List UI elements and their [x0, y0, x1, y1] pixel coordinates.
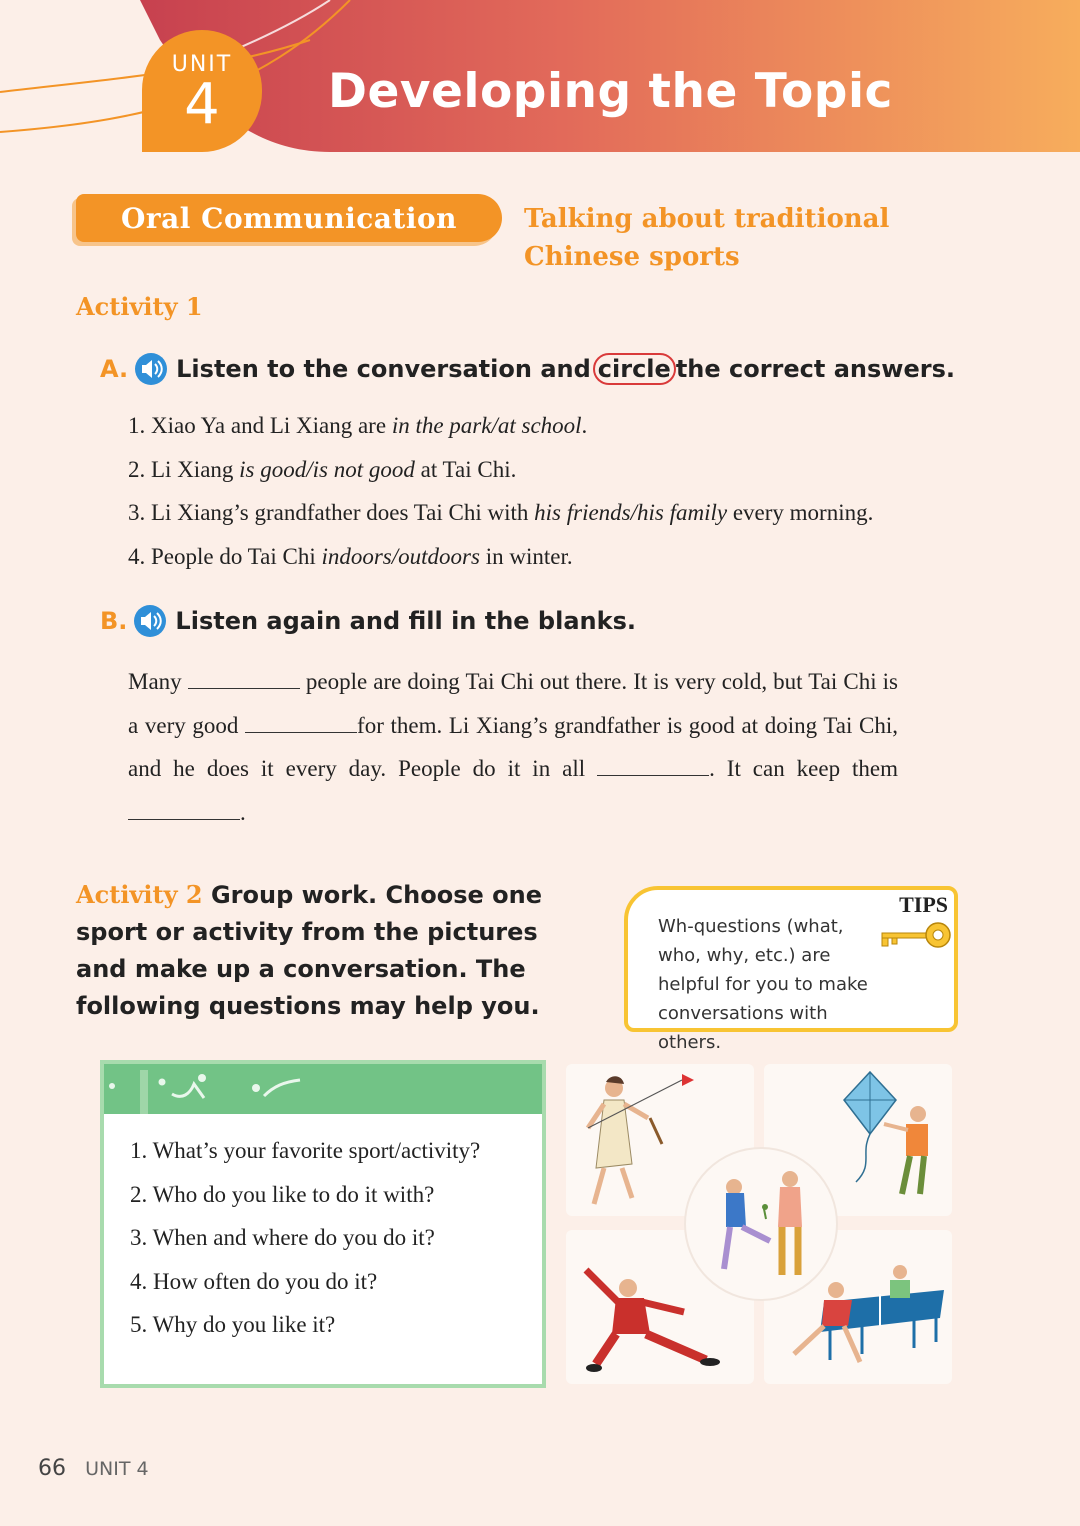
picture-shuttlecock[interactable] [684, 1147, 838, 1301]
fill-in-paragraph [128, 660, 898, 834]
section-subtitle: Talking about traditional Chinese sports [524, 204, 890, 272]
footer-unit-label: UNIT 4 [85, 1458, 149, 1480]
page-title: Developing the Topic [328, 64, 893, 119]
paragraph-text: for them. Li Xiang’s grandfather is good at doing Tai Chi, and he does it every day. People do it in all [128, 712, 898, 781]
part-letter-b: B. [100, 607, 128, 635]
key-icon [876, 918, 956, 954]
instruction-b-text: Listen again and fill in the blanks. [175, 607, 636, 635]
item-text-end: . [581, 413, 588, 438]
item-text: Xiao Ya and Li Xiang are [151, 413, 387, 438]
answer-options[interactable]: is good/is not good [239, 456, 415, 482]
instruction-a-text-2: the correct answers. [675, 355, 955, 383]
tips-label: TIPS [899, 892, 948, 917]
item-number: 4. [128, 543, 146, 569]
list-item: 2. Who do you like to do it with? [130, 1181, 435, 1207]
answer-options[interactable]: in the park/at school [391, 413, 582, 438]
activity-2-label: Activity 2 [76, 880, 203, 909]
list-item: 1. What’s your favorite sport/activity? [130, 1138, 481, 1163]
blank-2[interactable] [245, 714, 357, 733]
list-item: 4. How often do you do it? [130, 1268, 378, 1294]
activity-2-block [76, 876, 596, 1025]
section-label-oral-communication: Oral Communication [76, 194, 502, 242]
list-item: 3. When and where do you do it? [130, 1225, 435, 1250]
unit-badge [142, 30, 262, 152]
item-text: Li Xiang’s grandfather does Tai Chi with [151, 500, 529, 525]
tips-text: Wh-questions (what, who, why, etc.) are helpful for you to make conversations with others. [658, 916, 868, 1053]
unit-word: UNIT [171, 52, 233, 77]
list-item: 5. Why do you like it? [130, 1312, 336, 1337]
sports-figures-banner [104, 1064, 542, 1114]
activity-2-instruction: Group work. Choose one sport or activity from the pictures and make up a conversation. The following questions may help you. [76, 881, 542, 1020]
item-text: Li Xiang [151, 456, 234, 482]
answer-options[interactable]: indoors/outdoors [321, 543, 480, 569]
blank-1[interactable] [188, 670, 300, 689]
item-number: 2. [128, 456, 146, 482]
discussion-questions [130, 1136, 480, 1354]
instruction-a-circled-word: circle [593, 353, 676, 385]
instruction-a [100, 352, 955, 386]
instruction-a-text-1: Listen to the conversation and [176, 355, 591, 383]
list-item [128, 541, 873, 585]
item-number: 1. [128, 413, 146, 438]
list-item [128, 497, 873, 541]
shuttlecock-illustration [686, 1149, 836, 1299]
paragraph-text: people are doing Tai Chi out there. It is very cold, but Tai Chi is a very good [128, 669, 899, 738]
page-number: 66 [38, 1456, 66, 1481]
list-item [128, 410, 873, 454]
audio-speaker-icon[interactable] [133, 604, 167, 638]
activity-1-label: Activity 1 [76, 292, 203, 321]
audio-speaker-icon[interactable] [134, 352, 168, 386]
blank-4[interactable] [128, 801, 240, 820]
part-letter-a: A. [100, 355, 129, 383]
tips-box [624, 886, 958, 1053]
blank-3[interactable] [597, 757, 709, 776]
item-number: 3. [128, 500, 146, 525]
instruction-b [100, 604, 636, 638]
item-text-end: every morning. [732, 500, 874, 525]
paragraph-text: . It can keep them [709, 756, 899, 781]
unit-number: 4 [184, 72, 220, 137]
page-footer [38, 1456, 149, 1481]
questions-card [100, 1060, 546, 1388]
part-a-question-list [128, 410, 873, 584]
paragraph-text: Many [128, 669, 182, 694]
list-item [128, 454, 873, 498]
item-text-end: in winter. [485, 543, 573, 569]
paragraph-text: . [240, 799, 246, 825]
answer-options[interactable]: his friends/his family [534, 500, 728, 525]
item-text: People do Tai Chi [151, 543, 316, 569]
item-text-end: at Tai Chi. [420, 456, 517, 482]
